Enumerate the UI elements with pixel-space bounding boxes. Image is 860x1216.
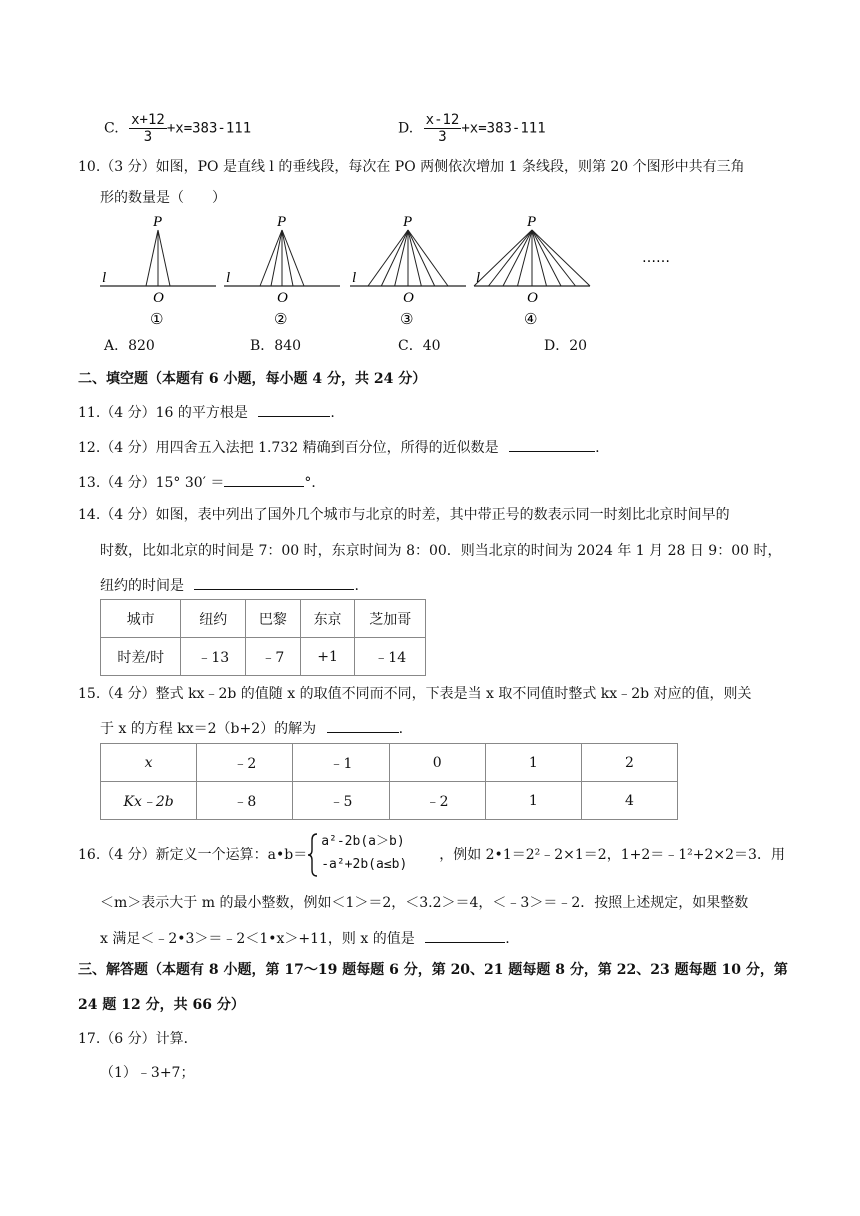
q15-end: . [398, 721, 404, 737]
segment [532, 230, 590, 286]
q12-text: 12.（4 分）用四舍五入法把 1.732 精确到百分位，所得的近似数是 [78, 440, 499, 456]
q10-option-d: D．20 [544, 338, 588, 354]
q11-end: . [330, 405, 335, 421]
q13-answer-blank[interactable] [224, 472, 304, 487]
q9-option-c-denominator: 3 [143, 129, 153, 145]
table-cell: 巴黎 [246, 600, 301, 638]
segment [489, 230, 533, 286]
segment [282, 230, 304, 286]
label-l: l [102, 270, 107, 286]
figure-number: ① [150, 310, 164, 328]
label-p: P [403, 214, 413, 230]
figure-number: ④ [524, 310, 538, 328]
table-cell: 0 [389, 744, 485, 782]
label-l: l [226, 270, 231, 286]
q17-part-1: （1）﹣3+7； [100, 1065, 195, 1081]
q12-end: . [595, 440, 600, 456]
table-cell: ﹣7 [246, 638, 301, 676]
q16-line-3 [100, 928, 510, 949]
q11-answer-blank[interactable] [258, 402, 330, 417]
segment [408, 230, 448, 286]
q10-line-1: 10.（3 分）如图，PO 是直线 l 的垂线段，每次在 PO 两侧依次增加 1 条线段，则第 20 个图形中共有三角 [78, 159, 745, 175]
table-cell: ﹣8 [197, 782, 293, 820]
q9-option-d-rest: +x=383-111 [461, 120, 546, 137]
label-o: O [527, 290, 538, 306]
segment [532, 230, 576, 286]
q13-text: 13.（4 分）15° 30′ ＝ [78, 475, 225, 491]
table-cell: 纽约 [181, 600, 246, 638]
q10-option-a: A．820 [104, 338, 155, 354]
q15-value-table [100, 743, 678, 820]
q12-answer-blank[interactable] [509, 437, 595, 452]
q9-option-c [104, 112, 251, 145]
segment [532, 230, 547, 286]
segment [518, 230, 533, 286]
section-3-heading-line-2: 24 题 12 分，共 66 分） [78, 997, 245, 1013]
q10-line-2: 形的数量是（ ） [100, 190, 226, 206]
table-cell: 芝加哥 [355, 600, 426, 638]
segment [474, 230, 532, 286]
table-cell: 4 [581, 782, 677, 820]
table-cell: +1 [300, 638, 355, 676]
table-cell: 2 [581, 744, 677, 782]
q9-option-c-fraction [129, 112, 167, 145]
q16-piecewise [307, 832, 439, 878]
section-3-heading-line-1: 三、解答题（本题有 8 小题，第 17～19 题每题 6 分，第 20、21 题每题 8 分，第 22、23 题每题 10 分，第 [78, 962, 788, 978]
q9-option-d-fraction [424, 112, 462, 145]
label-l: l [476, 270, 481, 286]
table-cell: ﹣13 [181, 638, 246, 676]
q14-answer-blank[interactable] [194, 575, 354, 590]
q12 [78, 437, 600, 458]
table-cell: ﹣1 [293, 744, 389, 782]
q14-line-3-text: 纽约的时间是 [100, 578, 184, 594]
q9-option-d-denominator: 3 [438, 129, 447, 145]
q9-option-d [398, 112, 546, 145]
q16-case-1: a²-2b(a＞b) [321, 834, 405, 849]
table-cell: ﹣2 [197, 744, 293, 782]
q13-end: °． [304, 475, 326, 491]
segment [408, 230, 421, 286]
segment [158, 230, 170, 286]
q11 [78, 402, 335, 423]
segment [532, 230, 561, 286]
q16-line-3-text: x 满足＜﹣2•3＞＝﹣2＜1•x＞+11，则 x 的值是 [100, 931, 415, 947]
segment [408, 230, 435, 286]
table-cell: Kx﹣2b [101, 782, 197, 820]
q9-option-c-label: C. [104, 120, 119, 137]
q17-title: 17.（6 分）计算． [78, 1031, 198, 1047]
label-p: P [527, 214, 537, 230]
table-row [101, 744, 678, 782]
table-row [101, 638, 426, 676]
segment [260, 230, 282, 286]
q15-answer-blank[interactable] [327, 718, 399, 733]
figure-number: ③ [400, 310, 414, 328]
q15-line-1: 15.（4 分）整式 kx﹣2b 的值随 x 的取值不同而不同，下表是当 x 取不同值时整式 kx﹣2b 对应的值，则关 [78, 686, 752, 702]
table-cell: x [101, 744, 197, 782]
table-cell: 时差/时 [101, 638, 181, 676]
q16-line-1 [78, 832, 785, 878]
q16-line-2: ＜m＞表示大于 m 的最小整数，例如＜1＞＝2，＜3.2＞＝4，＜﹣3＞＝﹣2．按照上述规定，如果整数 [100, 895, 749, 911]
q10-option-b: B．840 [250, 338, 302, 354]
q14-timezone-table [100, 599, 426, 676]
q10-figures [96, 210, 736, 350]
section-2-heading: 二、填空题（本题有 6 小题，每小题 4 分，共 24 分） [78, 371, 427, 387]
figure-number: ② [274, 310, 288, 328]
q9-option-c-rest: +x=383-111 [166, 120, 252, 137]
table-cell: ﹣14 [355, 638, 426, 676]
table-cell: 1 [485, 744, 581, 782]
q14-end: . [354, 578, 359, 594]
q16-suffix: ，例如 2•1＝2²﹣2×1＝2，1+2＝﹣1²+2×2＝3．用 [439, 847, 785, 863]
q15-line-2 [100, 718, 403, 739]
q15-line-2-text: 于 x 的方程 kx＝2（b+2）的解为 [100, 721, 317, 737]
table-cell: ﹣2 [389, 782, 485, 820]
label-o: O [153, 290, 164, 306]
q16-end: . [505, 931, 510, 947]
q9-option-d-label: D. [398, 120, 414, 137]
segment [395, 230, 408, 286]
segment [503, 230, 532, 286]
label-o: O [277, 290, 288, 306]
q16-prefix: 16.（4 分）新定义一个运算：a•b＝ [78, 847, 308, 863]
q14-line-3 [100, 575, 359, 596]
label-o: O [403, 290, 414, 306]
q16-case-2: -a²+2b(a≤b) [321, 857, 408, 872]
table-cell: 1 [485, 782, 581, 820]
segment [146, 230, 158, 286]
brace-icon [307, 832, 319, 878]
segment [368, 230, 408, 286]
table-cell: 城市 [101, 600, 181, 638]
label-p: P [277, 214, 287, 230]
label-p: P [153, 214, 163, 230]
q9-option-c-numerator: x+12 [131, 112, 165, 128]
segment [271, 230, 282, 286]
table-cell: 东京 [300, 600, 355, 638]
q13 [78, 472, 325, 493]
q14-line-2: 时数，比如北京的时间是 7：00 时，东京时间为 8：00．则当北京的时间为 2024 年 1 月 28 日 9：00 时， [100, 543, 782, 559]
segment [381, 230, 408, 286]
table-cell: ﹣5 [293, 782, 389, 820]
table-row [101, 600, 426, 638]
q9-option-d-numerator: x-12 [425, 112, 460, 128]
q16-answer-blank[interactable] [425, 928, 505, 943]
q14-line-1: 14.（4 分）如图，表中列出了国外几个城市与北京的时差，其中带正号的数表示同一时刻比北京时间早的 [78, 507, 730, 523]
q10-option-c: C．40 [398, 338, 441, 354]
ellipsis: …… [642, 250, 670, 266]
label-l: l [352, 270, 357, 286]
table-row [101, 782, 678, 820]
segment [282, 230, 293, 286]
q11-text: 11.（4 分）16 的平方根是 [78, 405, 248, 421]
